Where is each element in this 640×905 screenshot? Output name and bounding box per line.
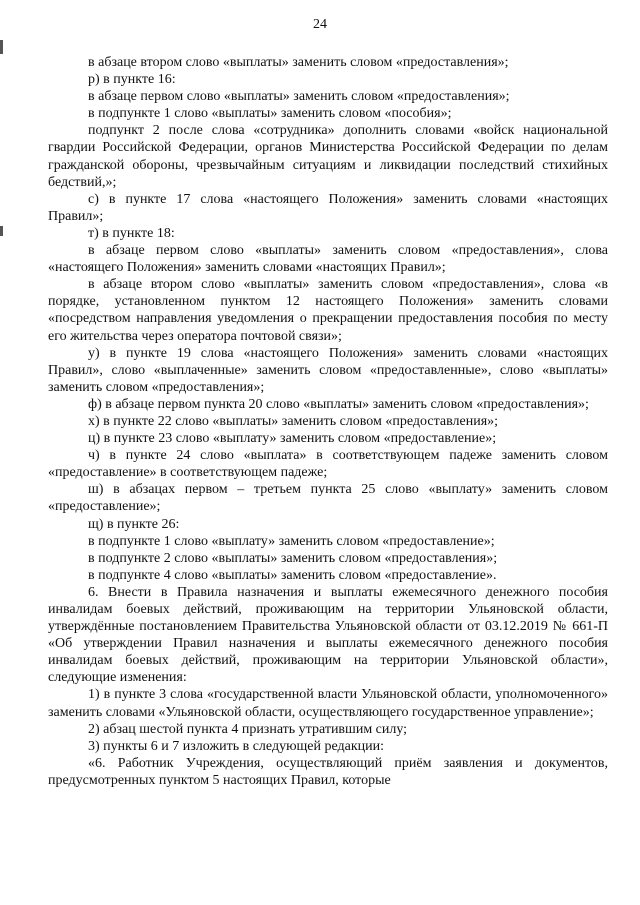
paragraph: подпункт 2 после слова «сотрудника» дополнить словами «войск национальной гвардии Российской Федерации, органов Министерства Российской Федерации по делам гражданской обороны, чрезвычайным ситуациям и ликвидации последствий стихийных бедствий,»; [48,123,608,190]
scan-edge-mark [0,226,3,236]
paragraph: ц) в пункте 23 слово «выплату» заменить словом «предоставление»; [88,431,497,447]
paragraph: в абзаце первом слово «выплаты» заменить словом «предоставления», слова «настоящего Положения» заменить словами «настоящих Правил»; [48,243,608,276]
paragraph: в абзаце втором слово «выплаты» заменить словом «предоставления»; [88,55,509,70]
paragraph: 1) в пункте 3 слова «государственной власти Ульяновской области, уполномоченного» заменить словами «Ульяновской области, осуществляющего государственное управление»; [48,687,608,720]
paragraph: в подпункте 1 слово «выплату» заменить словом «предоставление»; [88,533,495,549]
paragraph: щ) в пункте 26: [88,516,180,532]
paragraph: у) в пункте 19 слова «настоящего Положения» заменить словами «настоящих Правил», слово «выплаченные» заменить словом «предоставленные», слово «выплаты» заменить словом «предоставления»; [48,345,608,395]
paragraph: в подпункте 1 слово «выплаты» заменить словом «пособия»; [88,106,452,122]
paragraph: т) в пункте 18: [88,225,175,241]
paragraph: х) в пункте 22 слово «выплаты» заменить словом «предоставления»; [88,413,499,429]
document-body [48,54,608,789]
paragraph: в абзаце втором слово «выплаты» заменить словом «предоставления», слова «в порядке, установленном пунктом 12 настоящего Положения» заменить словами «посредством направления уведомления о прекращении предоставления пособия по месту его жительства через оператора почтовой связи»; [48,277,608,344]
paragraph: в подпункте 2 слово «выплаты» заменить словом «предоставления»; [88,550,498,566]
paragraph: ф) в абзаце первом пункта 20 слово «выплаты» заменить словом «предоставления»; [88,396,589,412]
page-number: 24 [313,17,327,32]
paragraph: 2) абзац шестой пункта 4 признать утратившим силу; [88,721,408,737]
paragraph: в абзаце первом слово «выплаты» заменить словом «предоставления»; [88,89,510,105]
paragraph: р) в пункте 16: [88,72,176,88]
paragraph: в подпункте 4 слово «выплаты» заменить словом «предоставление». [88,567,497,583]
paragraph: ч) в пункте 24 слово «выплата» в соответствующем падеже заменить словом «предоставление» в соответствующем падеже; [48,448,608,481]
paragraph: ш) в абзацах первом – третьем пункта 25 слово «выплату» заменить словом «предоставление»; [48,482,608,515]
paragraph: «6. Работник Учреждения, осуществляющий приём заявления и документов, предусмотренных пунктом 5 настоящих Правил, которые [48,755,608,788]
scan-edge-mark [0,40,3,54]
paragraph: с) в пункте 17 слова «настоящего Положения» заменить словами «настоящих Правил»; [48,191,608,224]
paragraph: 3) пункты 6 и 7 изложить в следующей редакции: [88,738,385,754]
paragraph: 6. Внести в Правила назначения и выплаты ежемесячного денежного пособия инвалидам боевых действий, проживающим на территории Ульяновской области, утверждённые постановлением Правительства Ульяновской области от 03.12.2019 № 661-П «Об утверждении Правил назначения и выплаты ежемесячного денежного пособия инвалидам боевых действий, проживающим на территории Ульяновской области», следующие изменения: [48,584,608,686]
